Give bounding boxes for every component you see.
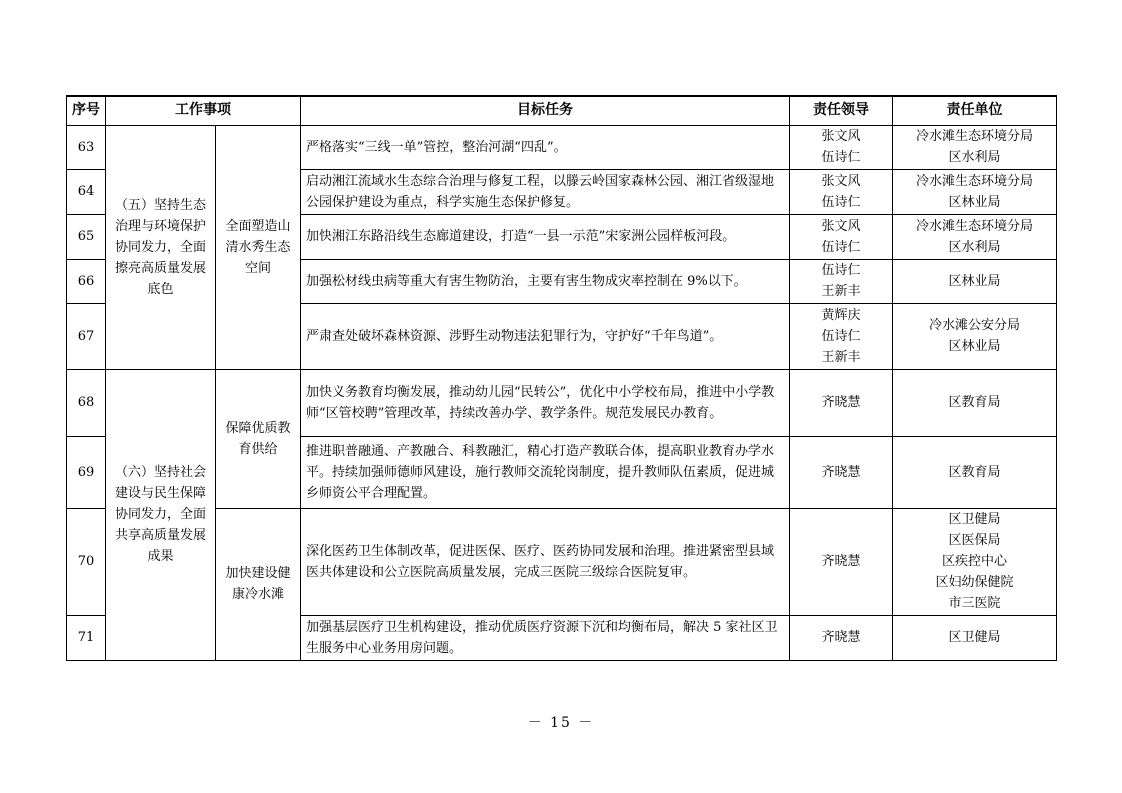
unit-cell: 区教育局 (893, 436, 1057, 508)
leader-cell: 黄辉庆 伍诗仁 王新丰 (790, 303, 893, 369)
task-cell: 严肃查处破坏森林资源、涉野生动物违法犯罪行为，守护好“千年鸟道”。 (301, 303, 790, 369)
leader-cell: 齐晓慧 (790, 615, 893, 660)
unit-cell: 区卫健局 (893, 615, 1057, 660)
unit-cell: 冷水滩生态环境分局 区水利局 (893, 125, 1057, 169)
unit-cell: 冷水滩生态环境分局 区林业局 (893, 169, 1057, 214)
subcategory-cell: 全面塑造山清水秀生态空间 (216, 125, 301, 369)
work-task-table (66, 95, 1057, 661)
task-cell: 加强基层医疗卫生机构建设，推动优质医疗资源下沉和均衡布局，解决 5 家社区卫生服务中心业务用房问题。 (301, 615, 790, 660)
row-number: 68 (67, 369, 106, 436)
unit-cell: 区教育局 (893, 369, 1057, 436)
leader-cell: 张文风 伍诗仁 (790, 125, 893, 169)
row-number: 65 (67, 214, 106, 259)
subcategory-cell: 保障优质教育供给 (216, 369, 301, 508)
table-row (67, 369, 1057, 436)
header-unit: 责任单位 (893, 96, 1057, 125)
leader-cell: 齐晓慧 (790, 369, 893, 436)
leader-cell: 齐晓慧 (790, 508, 893, 615)
header-item: 工作事项 (106, 96, 301, 125)
category-cell: （五）坚持生态治理与环境保护协同发力，全面擦亮高质量发展底色 (106, 125, 216, 369)
header-leader: 责任领导 (790, 96, 893, 125)
subcategory-cell: 加快建设健康冷水滩 (216, 508, 301, 660)
row-number: 66 (67, 259, 106, 303)
table-row (67, 125, 1057, 169)
row-number: 63 (67, 125, 106, 169)
row-number: 71 (67, 615, 106, 660)
leader-cell: 张文风 伍诗仁 (790, 214, 893, 259)
table-header-row (67, 96, 1057, 125)
task-cell: 加强松材线虫病等重大有害生物防治，主要有害生物成灾率控制在 9%以下。 (301, 259, 790, 303)
row-number: 67 (67, 303, 106, 369)
task-cell: 推进职普融通、产教融合、科教融汇，精心打造产教联合体，提高职业教育办学水平。持续加强师德师风建设，施行教师交流轮岗制度，提升教师队伍素质，促进城乡师资公平合理配置。 (301, 436, 790, 508)
leader-cell: 齐晓慧 (790, 436, 893, 508)
header-task: 目标任务 (301, 96, 790, 125)
category-cell: （六）坚持社会建设与民生保障协同发力，全面共享高质量发展成果 (106, 369, 216, 660)
task-cell: 启动湘江流域水生态综合治理与修复工程，以滕云岭国家森林公园、湘江省级湿地公园保护建设为重点，科学实施生态保护修复。 (301, 169, 790, 214)
task-cell: 加快湘江东路沿线生态廊道建设，打造“一县一示范”宋家洲公园样板河段。 (301, 214, 790, 259)
row-number: 70 (67, 508, 106, 615)
table-row (67, 508, 1057, 615)
unit-cell: 区林业局 (893, 259, 1057, 303)
unit-cell: 冷水滩公安分局 区林业局 (893, 303, 1057, 369)
row-number: 64 (67, 169, 106, 214)
unit-cell: 冷水滩生态环境分局 区水利局 (893, 214, 1057, 259)
page-number: － 15 － (527, 715, 595, 731)
task-cell: 严格落实“三线一单”管控，整治河湖“四乱”。 (301, 125, 790, 169)
header-num: 序号 (67, 96, 106, 125)
task-cell: 深化医药卫生体制改革，促进医保、医疗、医药协同发展和治理。推进紧密型县域医共体建设和公立医院高质量发展，完成三医院三级综合医院复审。 (301, 508, 790, 615)
leader-cell: 伍诗仁 王新丰 (790, 259, 893, 303)
leader-cell: 张文风 伍诗仁 (790, 169, 893, 214)
unit-cell: 区卫健局 区医保局 区疾控中心 区妇幼保健院 市三医院 (893, 508, 1057, 615)
task-cell: 加快义务教育均衡发展，推动幼儿园“民转公”，优化中小学校布局，推进中小学教师“区管校聘”管理改革，持续改善办学、教学条件。规范发展民办教育。 (301, 369, 790, 436)
row-number: 69 (67, 436, 106, 508)
